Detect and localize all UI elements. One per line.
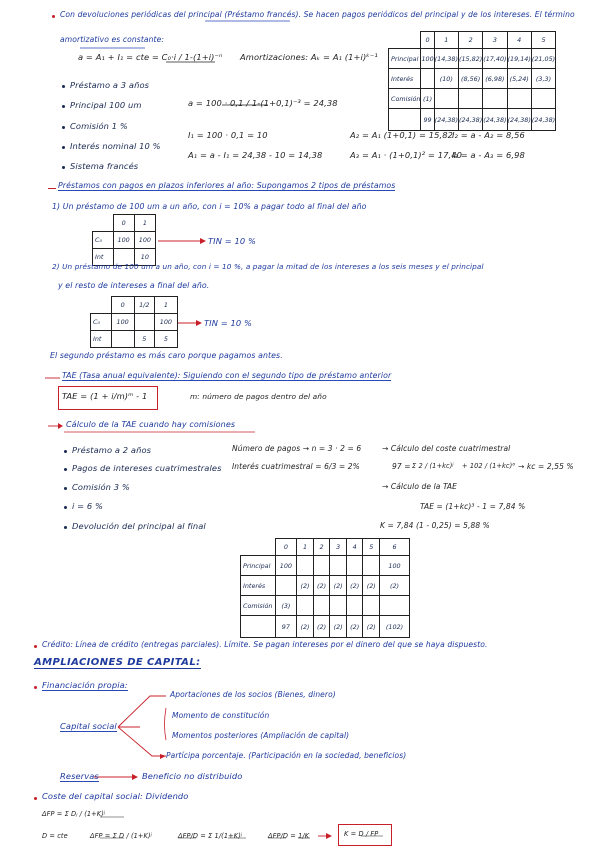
table-cell xyxy=(389,32,421,49)
calc-a3: A₃ = A₁ · (1+0,1)² = 17,40 xyxy=(350,150,462,160)
table-cell xyxy=(421,69,434,89)
table-cell xyxy=(380,596,410,616)
case2-line2: y el resto de intereses a final del año. xyxy=(58,281,210,290)
comision-table xyxy=(240,538,410,638)
table-cell: Int xyxy=(93,249,114,266)
equation-left: 97 = xyxy=(392,462,411,471)
table-cell: (14,38) xyxy=(434,49,458,69)
bullet-dot xyxy=(52,15,55,18)
bullet-text: Comisión 3 % xyxy=(72,482,130,492)
table-cell: Interés xyxy=(389,69,421,89)
equation-sum: Σ 2 / (1+kc)ʲ xyxy=(412,462,454,470)
reservas: Reservas xyxy=(60,771,99,781)
table-cell: 100 xyxy=(134,232,155,249)
table-cell: 5 xyxy=(531,32,555,49)
table-cell: (24,38) xyxy=(458,109,482,131)
tae-formula: TAE = (1 + i/m)ᵐ - 1 xyxy=(62,391,148,401)
formula-2: ΔFP = Σ D / (1+K)ʲ xyxy=(90,832,152,840)
table-cell: 2 xyxy=(313,539,330,556)
table-cell: Int xyxy=(91,331,112,348)
m-description: m: número de pagos dentro del año xyxy=(190,392,327,401)
table-cell: C₀ xyxy=(91,314,112,331)
coste-capital: Coste del capital social: Dividendo xyxy=(42,791,189,801)
table-cell xyxy=(458,89,482,109)
table-cell: 100 xyxy=(113,232,134,249)
table-cell: (15,82) xyxy=(458,49,482,69)
table-cell xyxy=(275,576,297,596)
table-cell: 100 xyxy=(380,556,410,576)
table-cell xyxy=(389,109,421,131)
tin1-label: TIN = 10 % xyxy=(208,236,257,246)
table-cell: (2) xyxy=(363,616,380,638)
table-cell xyxy=(297,556,314,576)
branch-constitucion: Momento de constitución xyxy=(172,711,270,720)
calc-a2: A₂ = A₁ (1+0,1) = 15,82 xyxy=(350,130,454,140)
intro-line-1: Con devoluciones periódicas del principal (Préstamo francés). Se hacen pagos periódicos del principal y de los intereses. El término xyxy=(60,10,575,19)
bullet-dot xyxy=(64,506,67,509)
table-cell xyxy=(313,556,330,576)
table-cell: 1/2 xyxy=(134,297,154,314)
bullet-dot xyxy=(62,105,65,108)
bullet-text: i = 6 % xyxy=(72,501,104,511)
table-cell: 0 xyxy=(111,297,134,314)
table-cell: (3,3) xyxy=(531,69,555,89)
calc-i3: I₃ = a - A₃ = 6,98 xyxy=(452,150,525,160)
table-cell: 5 xyxy=(154,331,177,348)
equation-plus: + 102 / (1+kc)⁶ xyxy=(462,462,516,470)
case1-table xyxy=(92,214,156,266)
table-cell: (6,98) xyxy=(483,69,507,89)
branch-porcentaje: Partícipa porcentaje. (Participación en la sociedad, beneficios) xyxy=(166,751,407,760)
calc-a: a = 100 · 0,1 / 1-(1+0,1)⁻³ = 24,38 xyxy=(188,98,338,108)
d-cte: D = cte xyxy=(42,832,68,840)
beneficio: Beneficio no distribuido xyxy=(142,771,243,781)
table-cell: 3 xyxy=(483,32,507,49)
table-cell: (2) xyxy=(330,576,347,596)
table-cell: (2) xyxy=(346,576,363,596)
table-cell: (3) xyxy=(275,596,297,616)
bullet-dot xyxy=(34,797,37,800)
table-cell: 5 xyxy=(134,331,154,348)
bullet-text: Interés nominal 10 % xyxy=(70,141,161,151)
table-cell: (2) xyxy=(380,576,410,596)
calculo-coste: → Cálculo del coste cuatrimestral xyxy=(382,444,511,453)
table-cell: (10) xyxy=(434,69,458,89)
table-cell: (24,38) xyxy=(507,109,531,131)
tin2-label: TIN = 10 % xyxy=(204,318,253,328)
table-cell xyxy=(93,215,114,232)
table-cell: 1 xyxy=(434,32,458,49)
table-cell xyxy=(363,556,380,576)
bullet-dot xyxy=(62,126,65,129)
credito-text: Crédito: Línea de crédito (entregas parciales). Límite. Se pagan intereses por el dinero del que se haya dispuesto. xyxy=(42,640,488,649)
formula-a: a = A₁ + I₁ = cte = C₀·i / 1-(1+i)⁻ⁿ xyxy=(78,52,223,62)
table-cell: Principal xyxy=(389,49,421,69)
calc-a1: A₁ = a - I₁ = 24,38 - 10 = 14,38 xyxy=(188,150,323,160)
table-cell xyxy=(241,616,276,638)
table-cell: 1 xyxy=(297,539,314,556)
bullet-dot xyxy=(62,85,65,88)
financiacion-propia: Financiación propia: xyxy=(42,680,128,690)
bullet-text: Pagos de intereses cuatrimestrales xyxy=(72,463,222,473)
intro-line-2: amortizativo es constante: xyxy=(60,35,165,44)
case2-table xyxy=(90,296,178,348)
bullet-dot xyxy=(34,686,37,689)
table-cell: (24,38) xyxy=(483,109,507,131)
table-cell: (2) xyxy=(346,616,363,638)
calc-i1: I₁ = 100 · 0,1 = 10 xyxy=(188,130,268,140)
interes-cuatrimestral: Interés cuatrimestral = 6/3 = 2% xyxy=(232,462,360,471)
table-cell: 1 xyxy=(134,215,155,232)
table-cell: (17,40) xyxy=(483,49,507,69)
case2-line1: 2) Un préstamo de 100 um a un año, con i = 10 %, a pagar la mitad de los intereses a los seis meses y el principal xyxy=(52,262,484,271)
bullet-dot xyxy=(64,450,67,453)
branch-aportaciones: Aportaciones de los socios (Bienes, dinero) xyxy=(170,690,336,699)
numero-pagos: Número de pagos → n = 3 · 2 = 6 xyxy=(232,444,362,453)
table-cell: 0 xyxy=(275,539,297,556)
bullet-text: Préstamo a 3 años xyxy=(70,80,150,90)
table-cell: 3 xyxy=(330,539,347,556)
table-cell: 97 xyxy=(275,616,297,638)
table-cell: 5 xyxy=(363,539,380,556)
table-cell: (2) xyxy=(297,616,314,638)
table-cell: 100 xyxy=(421,49,434,69)
table-cell: (2) xyxy=(313,616,330,638)
table-cell xyxy=(434,89,458,109)
formula-5: K = D / FP xyxy=(344,830,379,838)
conclusion-text: El segundo préstamo es más caro porque pagamos antes. xyxy=(50,351,283,360)
table-cell: 4 xyxy=(507,32,531,49)
formula-amortizaciones: Amortizaciones: Aₖ = A₁ (1+i)ᵏ⁻¹ xyxy=(240,52,378,62)
table-cell xyxy=(313,596,330,616)
table-cell xyxy=(363,596,380,616)
table-cell xyxy=(91,297,112,314)
bullet-text: Comisión 1 % xyxy=(70,121,128,131)
table-cell: 100 xyxy=(154,314,177,331)
table-cell: (2) xyxy=(330,616,347,638)
table-cell: 100 xyxy=(275,556,297,576)
table-cell: Interés xyxy=(241,576,276,596)
red-dash xyxy=(48,188,56,189)
table-cell: (102) xyxy=(380,616,410,638)
bullet-text: Devolución del principal al final xyxy=(72,521,206,531)
bullet-dot xyxy=(62,146,65,149)
bullet-text: Sistema francés xyxy=(70,161,139,171)
bullet-text: Principal 100 um xyxy=(70,100,142,110)
bullet-dot xyxy=(64,526,67,529)
case1-text: 1) Un préstamo de 100 um a un año, con i = 10% a pagar todo al final del año xyxy=(52,202,367,211)
table-cell xyxy=(346,596,363,616)
table-cell: (2) xyxy=(297,576,314,596)
table-cell: 0 xyxy=(421,32,434,49)
table-cell: (5,24) xyxy=(507,69,531,89)
bullet-dot xyxy=(62,166,65,169)
bullet-dot xyxy=(64,487,67,490)
table-cell xyxy=(483,89,507,109)
table-cell: Principal xyxy=(241,556,276,576)
calculo-tae: → Cálculo de la TAE xyxy=(382,482,458,491)
table-cell: 99 xyxy=(421,109,434,131)
table-cell xyxy=(111,331,134,348)
table-cell xyxy=(330,556,347,576)
table-cell: (8,56) xyxy=(458,69,482,89)
table-cell: 10 xyxy=(134,249,155,266)
frances-table xyxy=(388,31,556,131)
table-cell: Comisión xyxy=(389,89,421,109)
table-cell: (2) xyxy=(363,576,380,596)
table-cell: (19,14) xyxy=(507,49,531,69)
bullet-dot xyxy=(34,645,37,648)
table-cell: (1) xyxy=(421,89,434,109)
table-cell: 4 xyxy=(346,539,363,556)
table-cell: (21,05) xyxy=(531,49,555,69)
calc-i2: I₂ = a - A₂ = 8,56 xyxy=(452,130,525,140)
table-cell: Comisión xyxy=(241,596,276,616)
equation-result: → kc = 2,55 % xyxy=(518,462,574,471)
table-cell: 1 xyxy=(154,297,177,314)
k-result: K = 7,84 (1 - 0,25) = 5,88 % xyxy=(380,521,490,530)
table-cell xyxy=(134,314,154,331)
table-cell: 100 xyxy=(111,314,134,331)
table-cell: 0 xyxy=(113,215,134,232)
tae-title: TAE (Tasa anual equivalente): Siguiendo con el segundo tipo de préstamo anterior xyxy=(62,371,392,380)
table-cell xyxy=(330,596,347,616)
ampliaciones-heading: AMPLIACIONES DE CAPITAL: xyxy=(34,657,201,668)
bullet-text: Préstamo a 2 años xyxy=(72,445,152,455)
pagos-title: Préstamos con pagos en plazos inferiores al año: Supongamos 2 tipos de préstamos xyxy=(58,181,396,190)
formula-1: ΔFP = Σ Dⱼ / (1+K)ʲ xyxy=(42,810,106,818)
table-cell xyxy=(507,89,531,109)
formula-3: ΔFP/D = Σ 1/(1+K)ʲ xyxy=(178,832,243,840)
table-cell xyxy=(241,539,276,556)
table-cell: (24,38) xyxy=(531,109,555,131)
formula-4: ΔFP/D = 1/K xyxy=(268,832,310,840)
table-cell xyxy=(297,596,314,616)
table-cell: (24,38) xyxy=(434,109,458,131)
tae-comision-title: Cálculo de la TAE cuando hay comisiones xyxy=(66,420,236,429)
table-cell xyxy=(531,89,555,109)
capital-social: Capital social xyxy=(60,721,117,731)
branch-posteriores: Momentos posteriores (Ampliación de capital) xyxy=(172,731,350,740)
table-cell xyxy=(346,556,363,576)
table-cell: 6 xyxy=(380,539,410,556)
bullet-dot xyxy=(64,468,67,471)
table-cell: C₀ xyxy=(93,232,114,249)
tae-result: TAE = (1+kc)³ - 1 = 7,84 % xyxy=(420,502,526,511)
table-cell: 2 xyxy=(458,32,482,49)
table-cell: (2) xyxy=(313,576,330,596)
